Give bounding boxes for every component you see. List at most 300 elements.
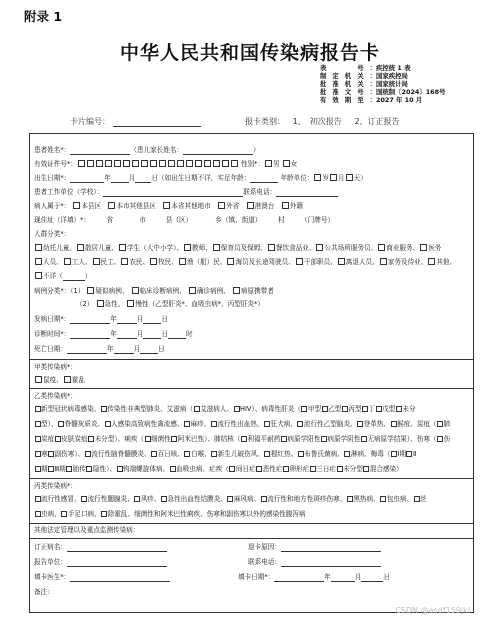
option-checkbox[interactable] [391,421,397,427]
id-digit-box[interactable] [132,160,139,167]
option-checkbox[interactable] [88,436,94,442]
id-digit-box[interactable] [141,160,148,167]
option-checkbox[interactable] [264,451,270,457]
disease-checkbox[interactable] [35,376,42,383]
option-checkbox[interactable] [376,406,382,412]
option-checkbox[interactable] [301,406,307,412]
option-checkbox[interactable] [363,466,369,472]
option-checkbox[interactable] [35,406,41,412]
class-c-row-2 [34,510,306,519]
option-checkbox[interactable] [93,258,100,265]
fill-year-field[interactable] [274,573,324,582]
year-label: 年 [106,345,114,353]
option-checkbox[interactable] [117,466,123,472]
address-row [34,216,334,225]
option-checkbox[interactable] [347,496,353,502]
option-label: 新生儿破伤风、 [217,450,264,458]
occupation-label-row [34,230,70,239]
option-checkbox[interactable] [121,258,128,265]
card-number-field[interactable] [113,118,201,127]
meta-value: 疾控统 1 表 [376,64,411,72]
workplace-field[interactable] [103,188,243,197]
death-date-row [34,345,165,354]
option-checkbox[interactable] [227,496,233,502]
option-checkbox[interactable] [86,466,92,472]
guardian-name-field[interactable] [183,146,253,155]
option-label: 学生（大中小学）、 [126,244,183,252]
death-day-field[interactable] [140,345,158,354]
option-label: 商业服务、 [386,244,420,252]
option-checkbox[interactable] [378,244,385,251]
option-checkbox[interactable] [35,421,41,427]
watermark: CSDN @asdf159jkl [395,606,470,615]
id-digit-box[interactable] [105,160,112,167]
option-checkbox[interactable] [322,406,328,412]
id-digit-box[interactable] [186,160,193,167]
option-label: 皮肤炭疽 [61,435,88,443]
onset-date-row [34,315,168,324]
option-checkbox[interactable] [35,436,41,442]
option-label: 丝 [420,495,427,503]
disease-option: 鼠疫、 [43,376,63,384]
month-label: 月 [354,573,362,581]
option-label: 散居儿童、 [84,244,118,252]
option-label: 黑热病、 [353,495,380,503]
revise-field[interactable] [67,543,167,552]
option-label: 狂犬病、 [270,420,297,428]
option-checkbox[interactable] [48,451,54,457]
report-form [29,133,474,613]
option-checkbox[interactable] [77,244,84,251]
option-label: 胎传 [72,465,86,473]
meta-value: 国统制〔2024〕168号 [376,88,446,96]
option-checkbox[interactable] [437,436,443,442]
day-label: 日 [161,315,169,323]
case-option: 确诊病例、 [196,287,230,295]
option-checkbox[interactable] [170,466,176,472]
class-b-label: 乙类传染病*： [34,392,77,400]
option-label: 虫病、 [41,510,61,518]
option-label: 流行性和地方性斑疹伤寒、 [267,495,347,503]
case-category-row [34,287,274,296]
female-checkbox[interactable] [283,160,290,167]
case-checkbox[interactable] [97,300,104,307]
report-unit-field[interactable] [67,558,167,567]
option-checkbox[interactable] [35,244,42,251]
option-checkbox[interactable] [357,421,363,427]
death-year-field[interactable] [67,345,107,354]
age-unit-label: 年龄单位： [280,174,314,182]
option-label: 牧民、 [158,258,178,266]
birth-day-field[interactable] [135,174,151,183]
option-checkbox[interactable] [35,511,41,517]
diag-hour-field[interactable] [168,330,186,339]
disease-checkbox[interactable] [64,376,71,383]
option-label: 农民、 [129,258,150,266]
option-checkbox[interactable] [268,244,275,251]
option-label: 家务及待业、 [387,258,428,266]
option-label: 未分型 [343,465,363,473]
option-checkbox[interactable] [234,406,240,412]
card-number-row [70,116,201,127]
option-label: HIV）、病毒性肝炎（ [240,405,301,413]
option-checkbox[interactable] [161,496,167,502]
option-checkbox[interactable] [81,496,87,502]
belongs-option: 外省 [226,202,240,210]
option-label: 丙型 [348,405,362,413]
option-label: 人员、 [43,258,63,266]
id-digit-box[interactable] [213,160,220,167]
meta-value: 国家统计局 [376,80,408,88]
option-checkbox[interactable] [101,511,107,517]
year-label: 年 [110,330,117,338]
id-digit-box[interactable] [222,160,229,167]
id-digit-box[interactable] [114,160,121,167]
onset-month-field[interactable] [117,315,137,324]
option-label: 戊型 [382,405,396,413]
workplace-row [34,188,338,197]
option-checkbox[interactable] [344,451,350,457]
option-checkbox[interactable] [414,496,420,502]
option-checkbox[interactable] [380,258,387,265]
patient-name-row [34,146,260,155]
option-checkbox[interactable] [61,511,67,517]
diag-month-field[interactable] [117,330,137,339]
card-type-revised[interactable]: 2、订正报告 [354,117,400,126]
occupation-unknown: 不详（ [43,272,63,280]
workplace-label: 患者工作单位（学校）： [34,188,104,196]
case-checkbox[interactable] [233,287,240,294]
year-label: 年 [110,315,117,323]
fill-day-field[interactable] [361,573,383,582]
fill-month-field[interactable] [331,573,355,582]
birth-date-row [34,174,367,183]
class-b-row-5 [34,465,403,474]
option-label: 登革热、 [363,420,391,428]
year-label: 年 [324,573,331,581]
option-checkbox[interactable] [338,258,345,265]
report-unit-row [34,558,167,567]
option-label: 百日咳、 [157,450,184,458]
option-label: 布鲁氏菌病、 [304,450,344,458]
option-label: 细菌性 [151,435,171,443]
belongs-label: 病人属于*： [34,202,71,210]
option-label: 猴痘、炭疽（ [397,420,437,428]
option-label: 其他、 [436,258,457,266]
patient-name-field[interactable] [70,146,130,155]
option-label: 间日疟 [235,465,256,473]
contact-phone-label: 联系电话： [248,558,281,566]
option-label: 流行性脑脊髓膜炎、 [91,450,151,458]
option-label: 工人、 [71,258,92,266]
id-number-row [34,160,297,169]
option-checkbox[interactable] [298,451,304,457]
return-reason-field[interactable] [281,543,381,552]
option-label: 流行性感冒、 [41,495,81,503]
option-checkbox[interactable] [35,451,41,457]
age-note: 日（如出生日期不详，实足年龄： [151,174,251,182]
option-checkbox[interactable] [396,406,402,412]
option-checkbox[interactable] [380,496,386,502]
option-label: 流行性腮腺炎、 [87,495,134,503]
option-checkbox[interactable] [296,258,303,265]
divider [30,523,473,524]
id-digit-box[interactable] [231,160,238,167]
option-label: 肺 [443,420,451,428]
option-label: 麻风病、 [233,495,261,503]
belongs-checkbox[interactable] [73,202,80,209]
option-label: 寒 [41,450,48,458]
option-checkbox[interactable] [342,406,348,412]
belongs-checkbox[interactable] [218,202,225,209]
month-label: 月 [136,315,144,323]
age-day: 天） [353,174,367,182]
paren: ） [253,146,260,154]
option-checkbox[interactable] [66,466,72,472]
option-checkbox[interactable] [361,436,367,442]
case-category-label: 病例分类*：（1） [34,287,85,295]
id-number-label: 有效证件号*： [34,160,77,168]
option-label: 隐性）、 [92,465,116,473]
patient-belongs-row [34,202,303,211]
option-checkbox[interactable] [211,451,217,457]
case-checkbox[interactable] [132,287,139,294]
birth-month-field[interactable] [111,174,129,183]
contact-phone-field[interactable] [281,558,381,567]
option-label: Ⅲ期 [54,465,66,473]
diag-day-field[interactable] [143,330,161,339]
option-checkbox[interactable] [256,466,262,472]
option-label: 型）、 [41,420,58,428]
option-checkbox[interactable] [337,466,343,472]
meta-key: 制定机关： [320,72,376,80]
meta-key: 批准机关： [320,80,376,88]
option-label: 阿米巴性）、肺结核（ [177,435,241,443]
form-meta [320,64,445,104]
option-label: 病原学阴性 [327,435,361,443]
option-label: 白喉、 [190,450,211,458]
occupation-row-3 [34,272,91,281]
diag-year-field[interactable] [70,330,110,339]
page-title: 中华人民共和国传染病报告卡 [119,42,380,64]
divider [30,538,473,539]
option-label: 手足口病、 [67,510,101,518]
option-checkbox[interactable] [227,258,234,265]
option-label: 期 [41,465,48,473]
option-checkbox[interactable] [64,258,71,265]
remarks-label[interactable]: 备注： [34,588,54,596]
meta-value: 2027 年 10 月 [376,96,423,104]
hour-label: 时 [186,330,193,338]
card-type-row [245,116,400,127]
option-label: 公共场所服务员、 [324,244,378,252]
class-b-row-2 [34,420,450,429]
option-checkbox[interactable] [119,244,126,251]
phone-field[interactable] [276,188,338,197]
option-label: 教师、 [191,244,212,252]
id-digit-box[interactable] [87,160,94,167]
belongs-checkbox[interactable] [108,202,115,209]
meta-key: 表 号： [320,64,376,72]
case-option: 病原携带者 [240,287,274,295]
return-reason-label: 退卡原因： [248,543,281,551]
remarks-row [34,588,54,597]
option-checkbox[interactable] [105,421,111,427]
appendix-label: 附录 1 [24,9,63,24]
contact-phone-row [248,558,381,567]
option-checkbox[interactable] [316,244,323,251]
case-category-2-label: （2） [76,300,94,308]
divider [30,478,473,479]
other-disease-label[interactable]: 其他法定管理以及重点监测传染病： [34,526,140,534]
revise-row [34,543,167,552]
option-label: 卵形疟 [289,465,310,473]
case-option: 临床诊断病例、 [139,287,186,295]
case-checkbox[interactable] [87,287,94,294]
option-label: 血吸虫病、疟疾（ [176,465,229,473]
option-checkbox[interactable] [184,421,190,427]
option-label: 干部职员、 [303,258,337,266]
option-label: 三日疟 [316,465,337,473]
occupation-row-2 [34,258,456,267]
option-checkbox[interactable] [184,451,190,457]
fill-date-label: 填卡日期*： [238,573,275,581]
male-checkbox[interactable] [265,160,272,167]
option-checkbox[interactable] [48,466,54,472]
option-label: 麻疹、 [190,420,211,428]
option-label: 海员及长途驾驶员、 [235,258,295,266]
class-b-title [34,392,77,401]
option-label: 餐饮食品业、 [275,244,316,252]
age-year-checkbox[interactable] [314,174,321,181]
option-checkbox[interactable] [437,421,443,427]
belongs-checkbox[interactable] [163,202,170,209]
option-checkbox[interactable] [211,421,217,427]
guardian-name-label: （患儿家长姓名： [130,146,184,154]
age-month: 月 [338,174,345,182]
female-label: 女 [290,160,298,168]
id-digit-box[interactable] [96,160,103,167]
report-unit-label: 报告单位： [34,558,67,566]
age-day-checkbox[interactable] [346,174,353,181]
option-label: Ⅰ期 [397,450,406,458]
option-checkbox[interactable] [85,451,91,457]
belongs-checkbox[interactable] [247,202,254,209]
option-checkbox[interactable] [321,436,327,442]
id-digit-box[interactable] [168,160,175,167]
occupation-label: 人群分类*： [34,230,71,238]
id-digit-box[interactable] [195,160,202,167]
doctor-field[interactable] [70,573,170,582]
birth-year-field[interactable] [70,174,104,183]
option-checkbox[interactable] [35,258,42,265]
option-checkbox[interactable] [171,436,177,442]
option-checkbox[interactable] [151,451,157,457]
option-checkbox[interactable] [145,436,151,442]
case-checkbox[interactable] [189,287,196,294]
option-checkbox[interactable] [184,244,191,251]
meta-key: 有效期至： [320,96,376,104]
option-checkbox[interactable] [35,496,41,502]
onset-day-field[interactable] [143,315,161,324]
age-year: 岁 [322,174,330,182]
option-checkbox[interactable] [150,258,157,265]
divider [30,388,473,389]
revise-label: 订正病名： [34,543,67,551]
age-month-checkbox[interactable] [330,174,337,181]
card-type-initial[interactable]: 1、 初次报告 [292,117,342,126]
id-digit-box[interactable] [150,160,157,167]
option-checkbox[interactable] [194,406,200,412]
option-label: 流行性出血热、 [217,420,264,428]
occupation-other-field[interactable] [63,272,85,281]
belongs-option: 本县区 [81,202,102,210]
onset-year-field[interactable] [70,315,110,324]
option-checkbox[interactable] [229,466,235,472]
option-checkbox[interactable] [179,258,186,265]
death-month-field[interactable] [114,345,134,354]
id-digit-box[interactable] [123,160,130,167]
option-checkbox[interactable] [261,496,267,502]
option-checkbox[interactable] [310,466,316,472]
id-digit-box[interactable] [159,160,166,167]
meta-value: 国家疾控局 [376,72,408,80]
belongs-option: 本市其他县区 [116,202,157,210]
option-label: 民工、 [100,258,121,266]
option-label: 流行性乙型脑炎、 [303,420,357,428]
option-label: 渔（船）民、 [186,258,227,266]
month-label: 月 [128,174,136,182]
occupation-checkbox[interactable] [35,272,42,279]
option-checkbox[interactable] [297,421,303,427]
class-b-row-4 [34,450,416,459]
option-checkbox[interactable] [281,436,287,442]
case-checkbox[interactable] [127,300,134,307]
id-digit-box[interactable] [177,160,184,167]
option-checkbox[interactable] [213,244,220,251]
option-label: 保育员及保姆、 [220,244,267,252]
address-label[interactable]: 现住址（详填）*： 省 市 县（区） 乡（镇、街道） 村 （门牌号） [34,216,335,224]
id-number-boxes[interactable] [77,160,239,168]
doctor-label: 填卡医生*： [34,573,71,581]
option-label: 新型冠状病毒感染、 [41,405,101,413]
paren: ） [84,272,92,280]
option-checkbox[interactable] [264,421,270,427]
option-checkbox[interactable] [406,451,412,457]
age-field[interactable] [250,174,278,183]
option-checkbox[interactable] [428,258,435,265]
option-label: 副伤寒）、 [54,450,85,458]
option-checkbox[interactable] [101,406,107,412]
belongs-option: 外籍 [289,202,303,210]
option-label: 猩红热、 [270,450,298,458]
id-digit-box[interactable] [204,160,211,167]
id-digit-box[interactable] [78,160,85,167]
death-label: 死亡日期： [34,345,67,353]
class-b-row-1 [34,405,415,414]
option-label: 无病原学结果）、伤寒（ [367,435,437,443]
option-label: 包虫病、 [386,495,414,503]
option-checkbox[interactable] [35,466,41,472]
belongs-checkbox[interactable] [282,202,289,209]
option-checkbox[interactable] [420,244,427,251]
day-label: 日 [158,345,165,353]
option-label: 钩端螺旋体病、 [123,465,170,473]
class-a-title [34,363,77,372]
option-checkbox[interactable] [55,436,61,442]
option-label: 风疹、 [140,495,161,503]
option-checkbox[interactable] [134,496,140,502]
